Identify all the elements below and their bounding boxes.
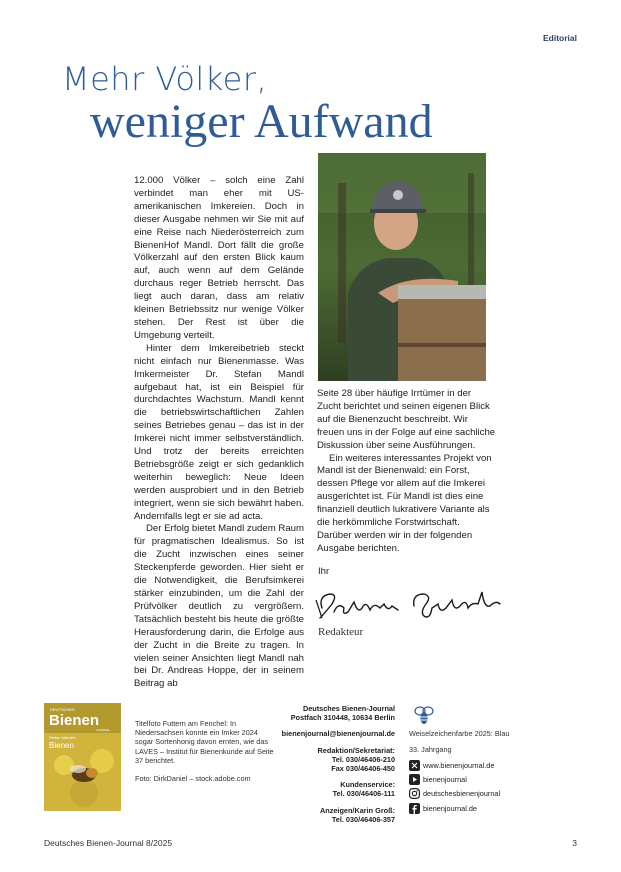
imprint-email[interactable]: bienenjournal@bienenjournal.de xyxy=(281,729,395,739)
anzeigen-tel: Tel. 030/46406-357 xyxy=(331,814,395,824)
editor-photo xyxy=(318,153,486,381)
article-column-2 xyxy=(317,388,497,556)
imprint xyxy=(255,704,395,831)
social-label: deutschesbienenjournal xyxy=(423,789,501,799)
imprint-name: Deutsches Bienen-Journal xyxy=(302,704,395,713)
cover-headline-2: Bienen xyxy=(49,741,74,750)
social-link-facebook[interactable] xyxy=(409,801,500,815)
journal-meta xyxy=(409,729,509,761)
paragraph: Hinter dem Imkereibetrieb steckt nicht einfach nur Bienenmasse. Was Imkermeister Dr. Stefan Mandl aufgebaut hat, ist ein Beispiel für durchdachtes Wachstum. Mandl kennt die betriebswirtschaftlichen Zahlen seines Betriebes genau – das ist in der Imkerei nicht immer selbstverständlich. Und trotz der bereits erreichten Betriebsgröße zeigt er sich gedanklich weiterhin beweglich: Neue Ideen werden ausprobiert und in den Betrieb integriert, wenn sie sich bewährt haben. Andernfalls legt er sie ad acta. xyxy=(134,342,304,522)
signoff-role: Redakteur xyxy=(318,626,364,638)
social-label: bienenjournal xyxy=(423,774,467,784)
article-column-1 xyxy=(134,175,304,691)
social-label: www.bienenjournal.de xyxy=(423,760,495,770)
cover-thumbnail xyxy=(44,703,121,811)
social-label: bienenjournal.de xyxy=(423,803,477,813)
kunden-label: Kundenservice: xyxy=(340,780,395,790)
cover-caption-credit: Foto: DirkDaniel – stock.adobe.com xyxy=(135,774,251,784)
cover-brand: Bienen xyxy=(49,712,100,729)
facebook-icon xyxy=(409,803,420,814)
redaktion-fax: Fax 030/46406-450 xyxy=(331,764,395,774)
paragraph: Seite 28 über häufige Irrtümer in der Zucht berichtet und seinen eigenen Blick auf die Bienenzucht beschreibt. Wir freuen uns in der Folge auf eine sachliche Diskussion über seine Ausführungen. xyxy=(317,388,496,451)
page-title xyxy=(62,60,433,149)
title-line-2: weniger Aufwand xyxy=(90,95,433,148)
section-tag: Editorial xyxy=(542,33,577,43)
cover-brand-sub: JOURNAL xyxy=(96,728,111,732)
redaktion-label: Redaktion/Sekretariat: xyxy=(317,745,395,755)
page-number: 3 xyxy=(572,838,577,848)
paragraph: 12.000 Völker – solch eine Zahl verbindet man eher mit US-amerikanischen Imkereien. Doch in dieser Ausgabe nehmen wir Sie mit auf eine Reise nach Niederösterreich zum BienenHof Mandl. Dort fällt die große Völkerzahl auf den ersten Blick kaum auf, auch wenn auf dem Gelände durchaus reger Betrieb herrscht. Das liegt auch daran, dass am relativ kleinen Betriebssitz nur wenige Völker stehen. Der Rest ist über die Umgebung verteilt. xyxy=(134,175,304,341)
bee-logo-icon xyxy=(413,704,435,726)
paragraph: Ein weiteres interessantes Projekt von Mandl ist der Bienenwald: ein Forst, dessen Pflege vor allem auf die Imkerei ausgerichtet ist. Für Mandl ist dies eine finanziell deutlich lukrativere Variante als die herkömmliche Forstwirtschaft. Darüber werden wir in der folgenden Ausgabe berichten. xyxy=(317,452,492,554)
x-icon xyxy=(409,760,420,771)
social-link-website[interactable] xyxy=(409,758,500,772)
signature xyxy=(314,578,510,628)
instagram-icon xyxy=(409,788,420,799)
anzeigen-label: Anzeigen/Karin Groß: xyxy=(320,805,395,815)
footer-publication: Deutsches Bienen-Journal 8/2025 xyxy=(44,838,173,848)
cover-brand-small: DEUTSCHES xyxy=(50,707,75,712)
social-link-youtube[interactable] xyxy=(409,772,500,786)
greeting: Ihr xyxy=(318,566,330,577)
cover-caption xyxy=(135,719,275,792)
cover-headline-1: Stefan Mandl's xyxy=(49,735,76,740)
color-note: Weiselzeichenfarbe 2025: Blau xyxy=(409,729,510,738)
volume: 33. Jahrgang xyxy=(409,745,452,755)
imprint-address: Postfach 310448, 10634 Berlin xyxy=(290,713,395,723)
paragraph: Der Erfolg bietet Mandl zudem Raum für pragmatischen Idealismus. So ist die Zucht inzwischen eines seiner Steckenpferde geworden. Hier sieht er die Notwendigkeit, die Berufsimkerei stärker einzubinden, um die Zahl der Prüfvölker deutlich zu vergrößern. Tatsächlich besteht bis heute die größte Herausforderung darin, die Erfolge aus der Zucht in die Breite zu tragen. In vielen seiner Ansichten liegt Mandl nah bei Dr. Andreas Hoppe, der in seinem Beitrag ab xyxy=(134,523,304,690)
title-line-1: Mehr Völker, xyxy=(62,60,268,98)
social-link-instagram[interactable] xyxy=(409,787,500,801)
kunden-tel: Tel. 030/46406-111 xyxy=(332,789,395,799)
social-links xyxy=(409,758,500,815)
youtube-icon xyxy=(409,774,420,785)
cover-caption-text: Titelfoto Futtern am Fenchel: In Niedersachsen konnte ein Imker 2024 sogar Sortenhonig davon ernten, wie das LAVES – Institut für Bienenkunde auf Seite 37 berichtet. xyxy=(135,719,274,765)
redaktion-tel: Tel. 030/46406-210 xyxy=(331,754,395,764)
